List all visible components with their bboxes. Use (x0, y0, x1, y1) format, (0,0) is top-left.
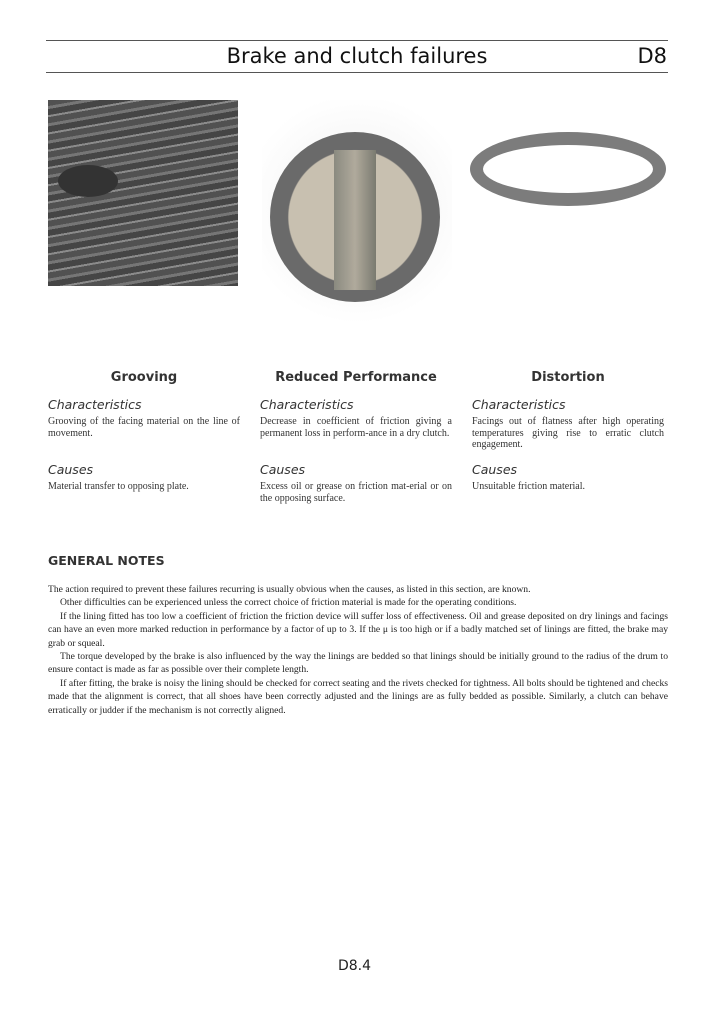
causes-text: Material transfer to opposing plate. (48, 481, 189, 492)
characteristics-text: Facings out of flatness after high operating temperatures giving rise to erratic clutch engagement. (472, 416, 664, 450)
characteristics-label: Characteristics (472, 397, 566, 412)
characteristics-label: Characteristics (260, 397, 354, 412)
notes-paragraph: If after fitting, the brake is noisy the lining should be checked for correct seating and the rivets checked for tightness. All bolts should be tightened and checks made that the alignment is correct, that all shoes have been correctly adjusted and the linings are as fully bedded as possible. Similarly, a clutch can behave erratically or judder if the mechanism is not correctly aligned. (48, 677, 668, 716)
reduced-performance-column (260, 370, 452, 527)
general-notes-heading: GENERAL NOTES (48, 553, 165, 568)
causes-label: Causes (48, 462, 94, 477)
causes-text: Unsuitable friction material. (472, 481, 586, 492)
column-heading: Distortion (531, 370, 605, 385)
causes-label: Causes (472, 462, 518, 477)
characteristics-text: Grooving of the facing material on the line of movement. (48, 416, 240, 439)
characteristics-label: Characteristics (48, 397, 142, 412)
notes-paragraph: Other difficulties can be experienced unless the correct choice of friction material is made for the operating conditions. (60, 597, 517, 609)
header-bottom-rule (46, 72, 668, 73)
page-title: Brake and clutch failures (226, 44, 488, 68)
header-top-rule (46, 40, 668, 41)
reduced-performance-photo (262, 100, 452, 342)
notes-paragraph: The torque developed by the brake is also influenced by the way the linings are bedded so that linings should be initially ground to the radius of the drum to ensure contact is made as far as possible over their complete length. (48, 651, 668, 676)
distortion-photo (470, 132, 666, 206)
column-heading: Reduced Performance (275, 370, 437, 385)
notes-paragraph: The action required to prevent these failures recurring is usually obvious when the causes, as listed in this section, are known. (48, 584, 531, 595)
grooving-column (48, 370, 240, 527)
characteristics-text: Decrease in coefficient of friction giving a permanent loss in perform-ance in a dry clutch. (260, 416, 452, 439)
general-notes-body (48, 583, 668, 717)
section-code: D8 (637, 44, 667, 68)
notes-paragraph: If the lining fitted has too low a coefficient of friction the friction device will suffer loss of effectiveness. Oil and grease deposited on dry linings and facings can have an even more marked reduction in performance by a factor of up to 3. If the μ is too high or if a badly matched set of linings are fitted, the brake may grab or squeal. (48, 610, 668, 649)
grooving-photo (48, 100, 238, 286)
causes-text: Excess oil or grease on friction mat-erial or on the opposing surface. (260, 481, 452, 504)
distortion-column (472, 370, 664, 527)
page-number: D8.4 (337, 958, 372, 974)
column-heading: Grooving (110, 370, 178, 385)
causes-label: Causes (260, 462, 306, 477)
